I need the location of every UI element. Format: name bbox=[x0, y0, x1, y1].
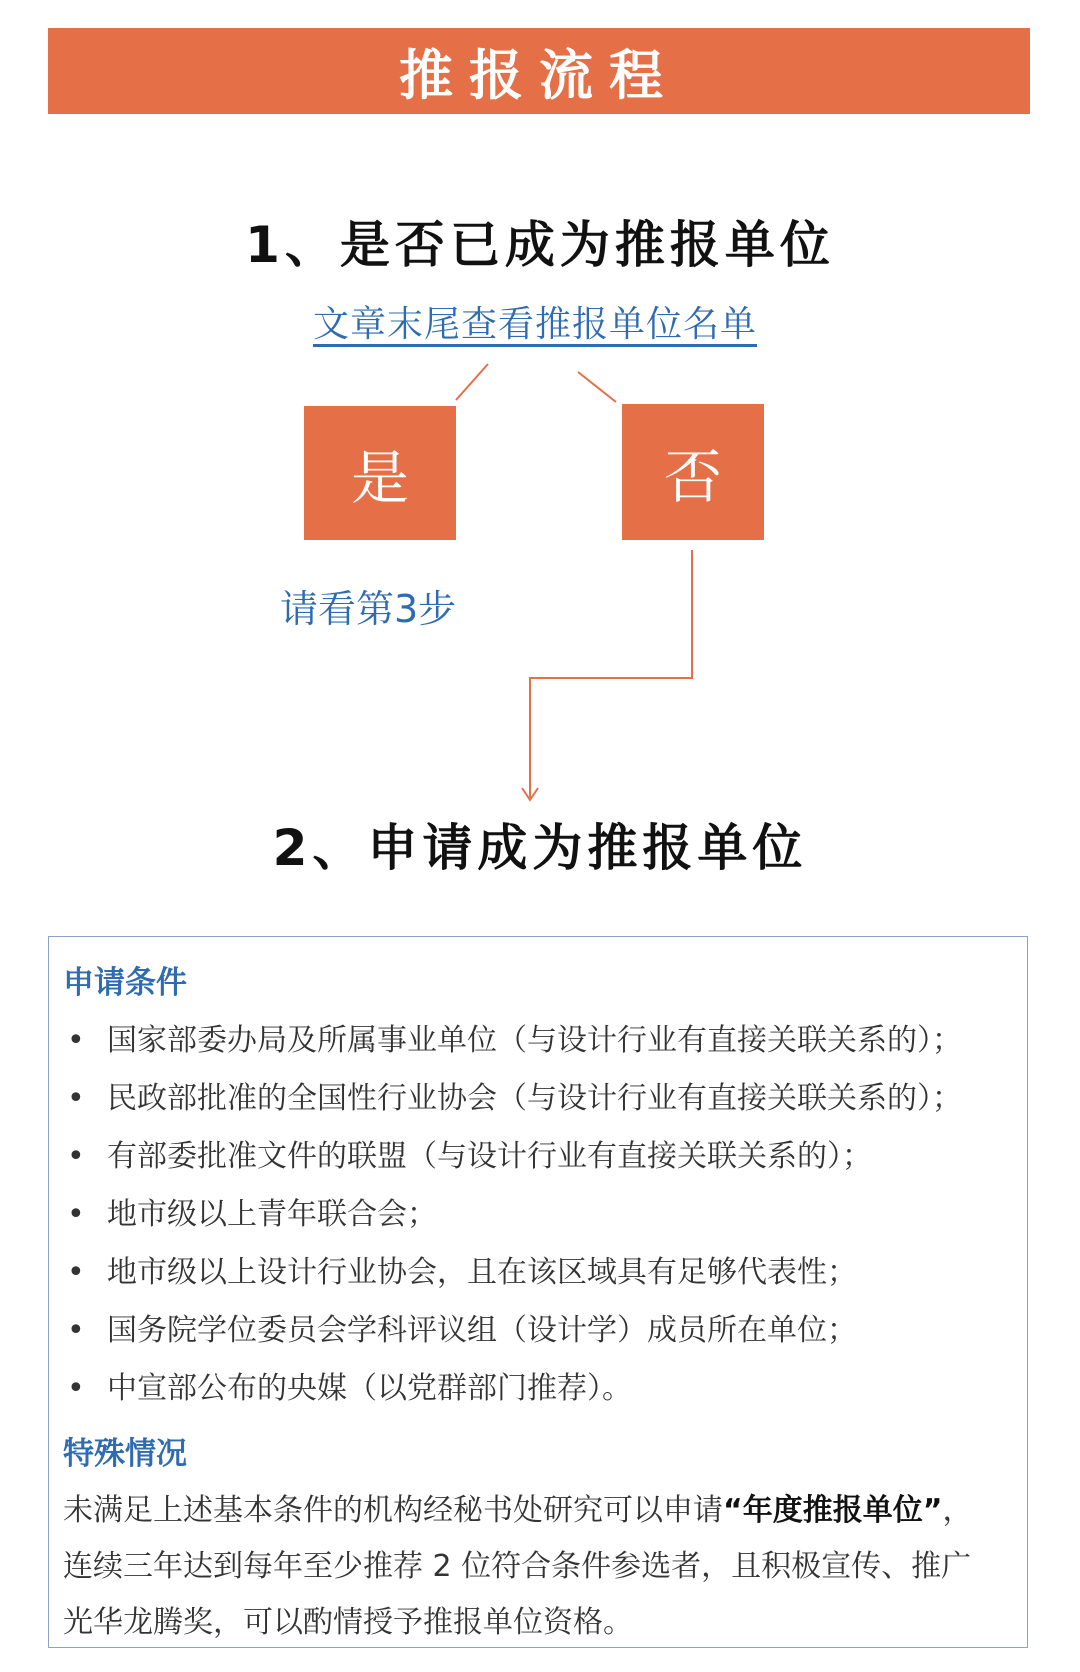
condition-item: • 地市级以上青年联合会； bbox=[63, 1186, 1013, 1244]
condition-item: • 国家部委办局及所属事业单位（与设计行业有直接关联关系的）； bbox=[63, 1012, 1013, 1070]
banner-title: 推报流程 bbox=[399, 43, 679, 107]
condition-item: • 有部委批准文件的联盟（与设计行业有直接关联关系的）； bbox=[63, 1128, 1013, 1186]
step-2-title: 2、申请成为推报单位 bbox=[272, 819, 808, 877]
connector-yes bbox=[456, 364, 488, 400]
condition-item: • 中宣部公布的央媒（以党群部门推荐）。 bbox=[63, 1360, 1013, 1418]
conditions-panel bbox=[48, 936, 1028, 1648]
conditions-list bbox=[63, 1012, 1013, 1418]
special-heading: 特殊情况 bbox=[63, 1436, 187, 1472]
conditions-heading: 申请条件 bbox=[63, 965, 187, 1001]
condition-item: • 地市级以上设计行业协会，且在该区域具有足够代表性； bbox=[63, 1244, 1013, 1302]
condition-item: • 民政部批准的全国性行业协会（与设计行业有直接关联关系的）； bbox=[63, 1070, 1013, 1128]
connector-no bbox=[578, 372, 616, 402]
special-paragraph bbox=[63, 1483, 1013, 1651]
unit-list-link[interactable]: 文章末尾查看推报单位名单 bbox=[312, 304, 757, 345]
condition-item: • 国务院学位委员会学科评议组（设计学）成员所在单位； bbox=[63, 1302, 1013, 1360]
special-text-1: 未满足上述基本条件的机构经秘书处研究可以申请 bbox=[63, 1493, 723, 1528]
yes-box: 是 bbox=[304, 406, 456, 540]
special-text-2: ，连续三年达到每年至少推荐 2 位符合条件参选者，且积极宣传、推广光华龙腾奖，可以酌情授予推报单位资格。 bbox=[63, 1493, 973, 1640]
special-bold-term: “年度推报单位” bbox=[723, 1493, 943, 1528]
no-box: 否 bbox=[622, 404, 764, 540]
connector-no-to-step2 bbox=[530, 550, 692, 798]
yes-note: 请看第3步 bbox=[280, 587, 457, 631]
step-1-title: 1、是否已成为推报单位 bbox=[245, 216, 835, 274]
